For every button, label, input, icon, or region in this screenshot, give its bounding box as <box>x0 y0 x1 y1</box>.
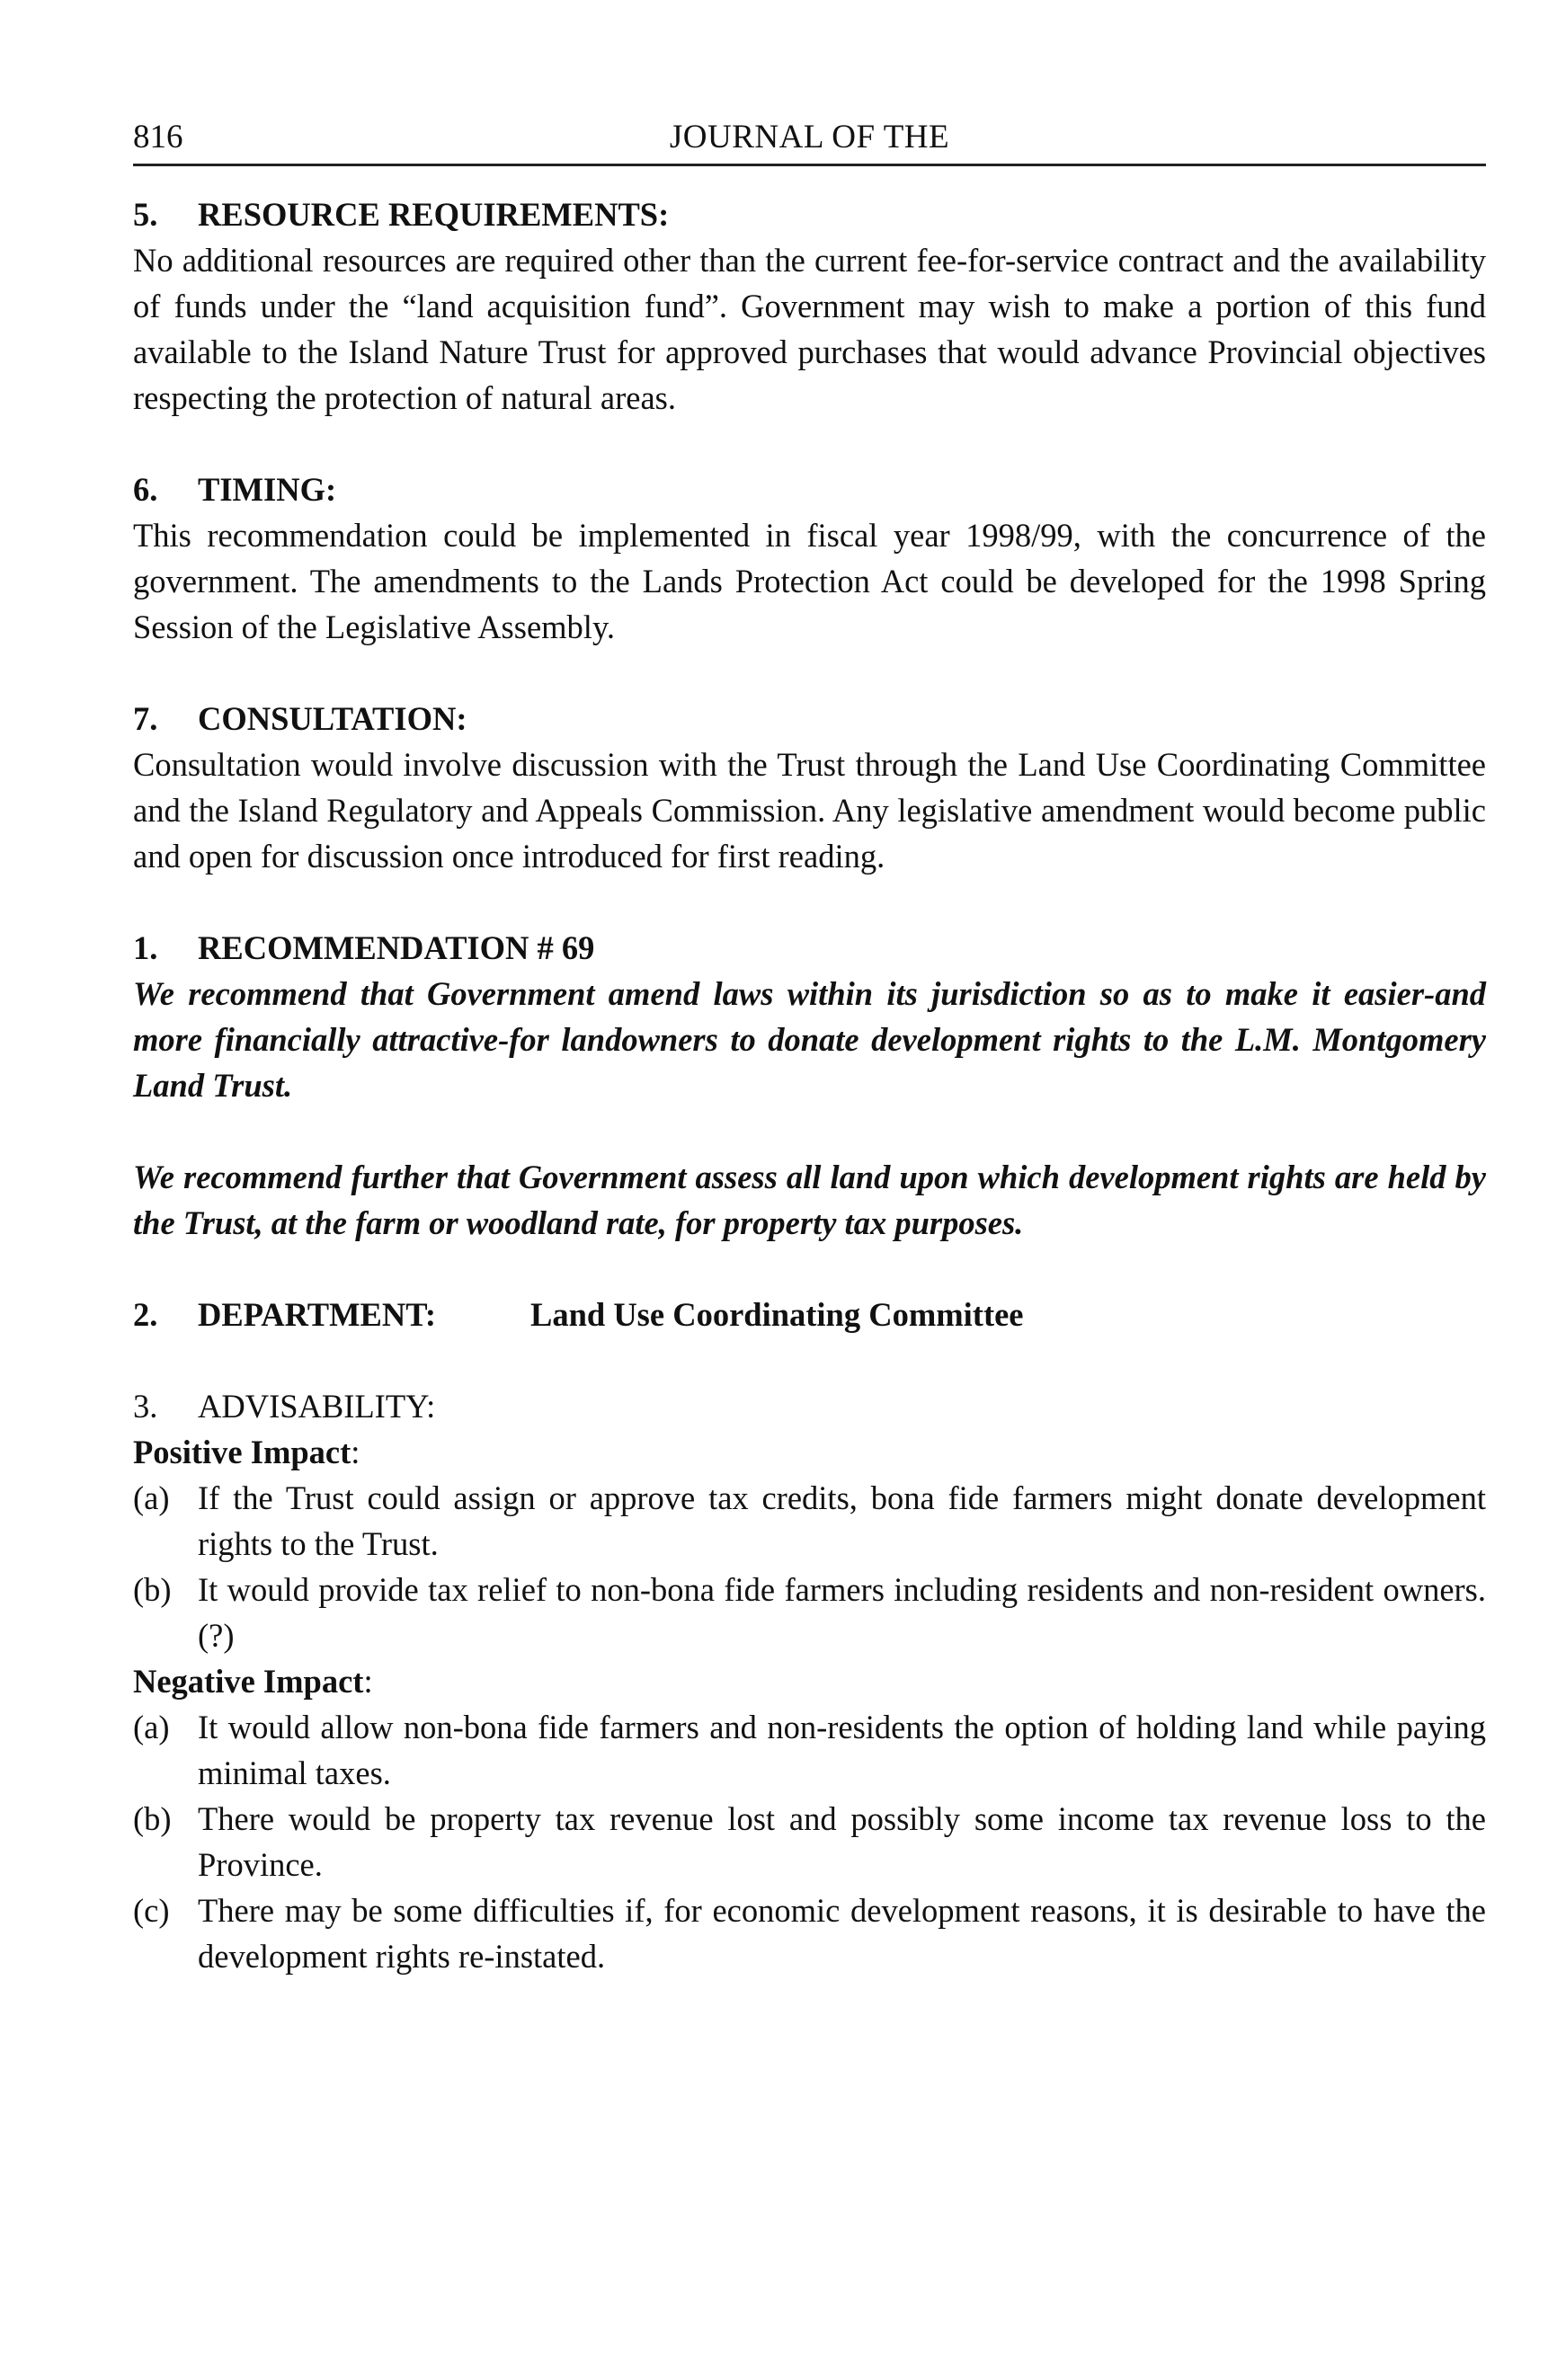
section-advisability <box>133 1383 1486 1979</box>
negative-impact-label: Negative Impact <box>133 1663 364 1700</box>
section-number: 1. <box>133 929 158 966</box>
journal-title: JOURNAL OF THE <box>669 119 950 155</box>
section-title: RESOURCE REQUIREMENTS: <box>198 196 670 233</box>
section-title: ADVISABILITY: <box>198 1388 436 1425</box>
list-marker: (b) <box>133 1571 172 1608</box>
negative-impact-list <box>133 1704 1486 1979</box>
list-item <box>133 1887 1486 1979</box>
section-heading <box>133 696 1486 742</box>
list-item <box>133 1796 1486 1887</box>
list-marker: (c) <box>133 1892 170 1929</box>
section-number: 5. <box>133 196 158 233</box>
department-label: DEPARTMENT: <box>198 1296 437 1333</box>
section-timing <box>133 466 1486 650</box>
list-item-text: There may be some difficulties if, for economic development reasons, it is desirable to have the development rights re-instated. <box>198 1892 1486 1975</box>
section-paragraph: This recommendation could be implemented in fiscal year 1998/99, with the concurrence of the government. The amendments to the Lands Protection Act could be developed for the 1998 Spring Session of the Legislative Assembly. <box>133 517 1486 645</box>
list-item-text: It would provide tax relief to non-bona fide farmers including residents and non-resident owners. (?) <box>198 1571 1486 1654</box>
section-heading <box>133 466 1486 512</box>
recommendation-paragraph: We recommend that Government amend laws within its jurisdiction so as to make it easier-and more financially attractive-for landowners to donate development rights to the L.M. Montgomery Land Trust. <box>133 975 1486 1104</box>
journal-page <box>133 110 1486 1979</box>
page-body <box>133 191 1486 1979</box>
list-item-text: There would be property tax revenue lost and possibly some income tax revenue loss to the Province. <box>198 1800 1486 1883</box>
section-paragraph: Consultation would involve discussion with the Trust through the Land Use Coordinating Committee and the Island Regulatory and Appeals Commission. Any legislative amendment would become public and open for discussion once introduced for first reading. <box>133 746 1486 875</box>
section-number: 6. <box>133 471 158 508</box>
section-heading <box>133 1383 1486 1429</box>
list-marker: (b) <box>133 1800 172 1837</box>
department-line <box>133 1292 1486 1337</box>
department-value: Land Use Coordinating Committee <box>530 1296 1024 1333</box>
list-item <box>133 1704 1486 1796</box>
positive-impact-list <box>133 1475 1486 1658</box>
list-item <box>133 1475 1486 1567</box>
section-number: 7. <box>133 700 158 737</box>
recommendation-heading <box>133 925 1486 971</box>
section-paragraph: No additional resources are required other than the current fee-for-service contract and the availability of funds under the “land acquisition fund”. Government may wish to make a portion of this fund available to the Island Nature Trust for approved purchases that would advance Provincial objectives respecting the protection of natural areas. <box>133 242 1486 416</box>
list-marker: (a) <box>133 1709 170 1745</box>
recommendation-title: RECOMMENDATION # 69 <box>198 929 595 966</box>
positive-impact-label: Positive Impact <box>133 1434 351 1470</box>
section-resource-requirements <box>133 191 1486 421</box>
page-number: 816 <box>133 119 183 155</box>
list-item-text: If the Trust could assign or approve tax credits, bona fide farmers might donate development rights to the Trust. <box>198 1479 1486 1562</box>
section-heading <box>133 191 1486 237</box>
section-title: CONSULTATION: <box>198 700 467 737</box>
running-header <box>133 110 1486 166</box>
section-number: 3. <box>133 1388 158 1425</box>
list-item <box>133 1567 1486 1658</box>
positive-impact-heading: Positive Impact: <box>133 1434 360 1470</box>
recommendation-paragraph-further: We recommend further that Government assess all land upon which development rights are held by the Trust, at the farm or woodland rate, for property tax purposes. <box>133 1159 1486 1241</box>
section-number: 2. <box>133 1296 158 1333</box>
list-marker: (a) <box>133 1479 170 1516</box>
section-consultation <box>133 696 1486 879</box>
section-recommendation <box>133 925 1486 1246</box>
section-title: TIMING: <box>198 471 337 508</box>
list-item-text: It would allow non-bona fide farmers and non-residents the option of holding land while paying minimal taxes. <box>198 1709 1486 1791</box>
negative-impact-heading: Negative Impact: <box>133 1663 373 1700</box>
